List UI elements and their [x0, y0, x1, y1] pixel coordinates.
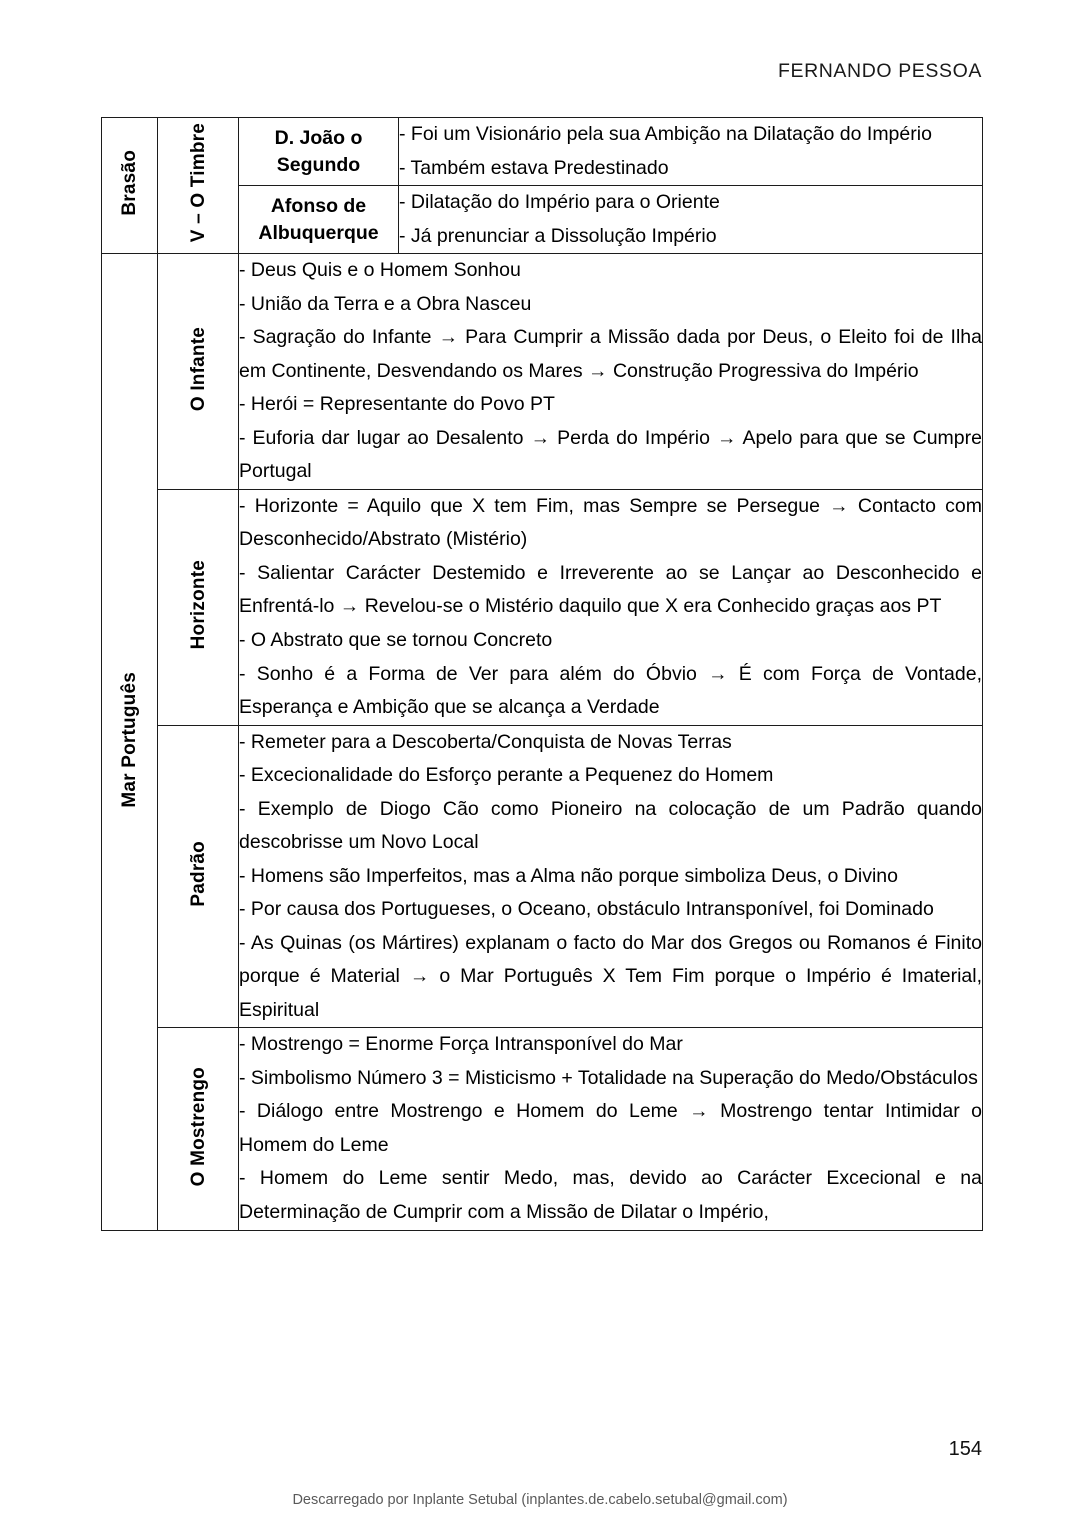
entry-body-afonso-de-albuquerque — [399, 186, 983, 254]
note-line: - Já prenunciar a Dissolução Império — [399, 224, 717, 247]
note-line: - Homem do Leme sentir Medo, mas, devido ao Carácter Excecional e na Determinação de Cumprir com a Missão de Dilatar o Império, — [239, 1167, 982, 1223]
note-line: - Também estava Predestinado — [399, 156, 669, 179]
note-line: - União da Terra e a Obra Nasceu — [239, 292, 532, 315]
table-row — [102, 489, 983, 725]
group-label-mar-portugues — [102, 254, 158, 1230]
vertical-label: Mar Português — [119, 671, 140, 808]
note-line: - Sonho é a Forma de Ver para além do Óbvio → É com Força de Vontade, Esperança e Ambição que se alcança a Verdade — [239, 662, 982, 719]
entry-body-horizonte — [239, 489, 983, 725]
note-line: - Salientar Carácter Destemido e Irreverente ao se Lançar ao Desconhecido e Enfrentá-lo → Revelou-se o Mistério daquilo que X era Conhecido graças aos PT — [239, 561, 982, 618]
note-line: - Simbolismo Número 3 = Misticismo + Totalidade na Superação do Medo/Obstáculos — [239, 1066, 978, 1089]
note-line: - Por causa dos Portugueses, o Oceano, obstáculo Intransponível, foi Dominado — [239, 898, 934, 921]
vertical-label: Padrão — [187, 841, 209, 907]
vertical-label: O Infante — [187, 326, 209, 412]
page-number: 154 — [948, 1438, 982, 1460]
note-line: - Foi um Visionário pela sua Ambição na Dilatação do Império — [399, 123, 932, 145]
note-line: - Diálogo entre Mostrengo e Homem do Leme → Mostrengo tentar Intimidar o Homem do Leme — [239, 1100, 982, 1156]
note-line: - Sagração do Infante → Para Cumprir a Missão dada por Deus, o Eleito foi de Ilha em Continente, Desvendando os Mares → Construção Progressiva do Império — [239, 326, 982, 382]
note-line: - Homens são Imperfeitos, mas a Alma não porque simboliza Deus, o Divino — [239, 864, 898, 887]
vertical-label: Brasão — [119, 150, 140, 216]
notes-table — [101, 117, 983, 1231]
note-line: - Excecionalidade do Esforço perante a Pequenez do Homem — [239, 764, 774, 787]
table-row — [102, 1028, 983, 1230]
subgroup-label-timbre — [158, 118, 239, 254]
table-row — [102, 725, 983, 1028]
note-line: - O Abstrato que se tornou Concreto — [239, 628, 553, 651]
note-line: - Euforia dar lugar ao Desalento → Perda do Império → Apelo para que se Cumpre Portugal — [239, 426, 982, 483]
entry-name-afonso-de-albuquerque: Afonso de Albuquerque — [239, 186, 399, 254]
entry-body-o-infante — [239, 254, 983, 490]
note-line: - Herói = Representante do Povo PT — [239, 393, 555, 416]
subgroup-label-o-mostrengo — [158, 1028, 239, 1230]
note-line: - As Quinas (os Mártires) explanam o facto do Mar dos Gregos ou Romanos é Finito porque é Material → o Mar Português X Tem Fim porque o Império é Imaterial, Espiritual — [239, 931, 982, 1021]
subgroup-label-padrao — [158, 725, 239, 1028]
notes-table-wrapper — [101, 117, 982, 1231]
group-label-brasao — [102, 118, 158, 254]
table-row — [102, 254, 983, 490]
subgroup-label-o-infante — [158, 254, 239, 490]
note-line: - Exemplo de Diogo Cão como Pioneiro na colocação de um Padrão quando descobrisse um Novo Local — [239, 797, 982, 854]
entry-name-d-joao-o-segundo: D. João o Segundo — [239, 118, 399, 186]
subgroup-label-horizonte — [158, 489, 239, 725]
entry-body-o-mostrengo — [239, 1028, 983, 1230]
vertical-label: Horizonte — [187, 560, 209, 650]
entry-body-d-joao-o-segundo — [399, 118, 983, 186]
note-line: - Horizonte = Aquilo que X tem Fim, mas Sempre se Persegue → Contacto com Desconhecido/Abstrato (Mistério) — [239, 494, 982, 551]
vertical-label: O Mostrengo — [187, 1066, 209, 1187]
vertical-label: V – O Timbre — [187, 123, 209, 243]
note-line: - Mostrengo = Enorme Força Intransponível do Mar — [239, 1033, 683, 1056]
note-line: - Dilatação do Império para o Oriente — [399, 191, 720, 214]
note-line: - Remeter para a Descoberta/Conquista de Novas Terras — [239, 730, 732, 753]
entry-body-padrao — [239, 725, 983, 1028]
download-watermark: Descarregado por Inplante Setubal (inplantes.de.cabelo.setubal@gmail.com) — [292, 1492, 788, 1508]
table-row — [102, 118, 983, 186]
note-line: - Deus Quis e o Homem Sonhou — [239, 259, 521, 282]
running-header: FERNANDO PESSOA — [777, 60, 982, 82]
